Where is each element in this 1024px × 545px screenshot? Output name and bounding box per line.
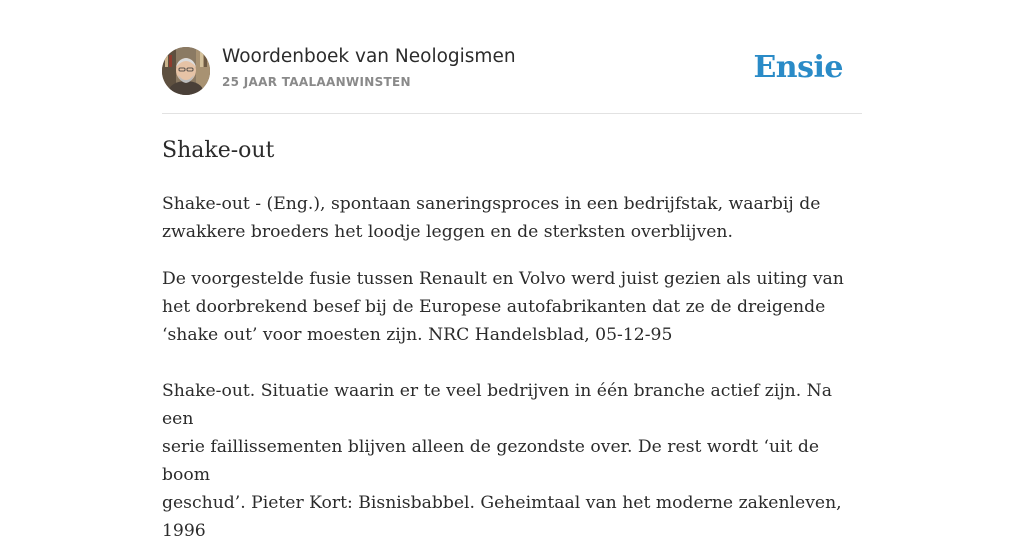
author-name[interactable]: Woordenboek van Neologismen — [222, 46, 516, 67]
brand-logo[interactable]: Ensie — [753, 50, 843, 85]
quote-paragraph: De voorgestelde fusie tussen Renault en Volvo werd juist gezien als uiting van het doorbrekend besef bij de Europese autofabrikanten dat ze de dreigende ‘shake out’ voor moesten zijn. NRC Handelsblad, 05-12-95 — [162, 269, 844, 345]
quote-paragraph: Shake-out. Situatie waarin er te veel bedrijven in één branche actief zijn. Na een serie faillissementen blijven alleen de gezondste over. De rest wordt ‘uit de boom geschud’. Pieter Kort: Bisnisbabbel. Geheimtaal van het moderne zakenleven, 1996 — [162, 381, 842, 541]
header — [162, 0, 862, 114]
avatar[interactable] — [162, 47, 210, 95]
avatar-image — [162, 47, 210, 95]
entry-title: Shake-out — [162, 138, 275, 163]
author-subtitle: 25 JAAR TAALAANWINSTEN — [222, 75, 411, 89]
definition-paragraph: Shake-out - (Eng.), spontaan saneringsproces in een bedrijfstak, waarbij de zwakkere broeders het loodje leggen en de sterksten overblijven. — [162, 194, 821, 242]
page — [162, 0, 862, 541]
